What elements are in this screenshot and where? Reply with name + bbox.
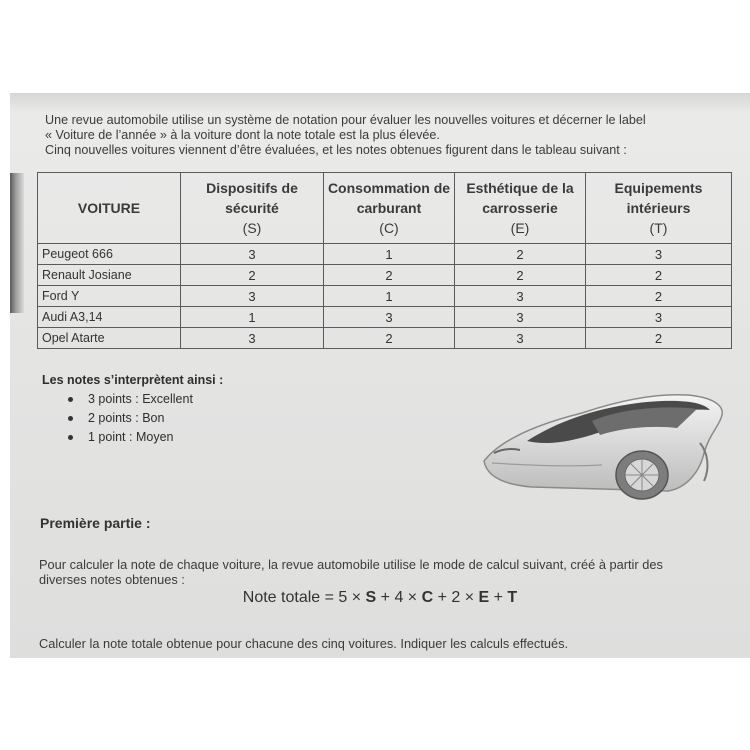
interpretation-list: [42, 390, 223, 447]
header-unit: (E): [510, 220, 530, 236]
list-item: 1 point : Moyen: [68, 428, 223, 447]
formula-s: S: [365, 589, 377, 606]
cell-t: 2: [586, 286, 732, 307]
table-row: [38, 286, 732, 307]
cell-car: Ford Y: [38, 286, 181, 307]
formula-plus-2: + 2 ×: [433, 589, 479, 606]
cell-car: Peugeot 666: [38, 244, 181, 265]
cell-e: 3: [455, 328, 586, 349]
interpretation-title: Les notes s’interprètent ainsi :: [42, 373, 224, 387]
header-consommation: [324, 173, 455, 244]
cell-e: 2: [455, 265, 586, 286]
cell-t: 3: [586, 244, 732, 265]
header-label: Dispositifs de sécurité: [206, 180, 298, 216]
cell-s: 2: [181, 265, 324, 286]
calc-line-2: diverses notes obtenues :: [39, 572, 185, 587]
table-row: [38, 328, 732, 349]
concept-car-drawing-icon: [472, 383, 732, 513]
list-item: 3 points : Excellent: [68, 390, 223, 409]
list-item: 2 points : Bon: [68, 409, 223, 428]
cell-c: 3: [324, 307, 455, 328]
formula-e: E: [478, 589, 490, 606]
formula-c: C: [421, 589, 434, 606]
cell-t: 2: [586, 328, 732, 349]
intro-line-3: Cinq nouvelles voitures viennent d’être évaluées, et les notes obtenues figurent dans le tableau suivant :: [45, 143, 627, 157]
formula-plus-1: + 4 ×: [376, 589, 422, 606]
cell-c: 2: [324, 265, 455, 286]
cell-c: 2: [324, 328, 455, 349]
header-label: VOITURE: [77, 200, 141, 216]
intro-line-2: « Voiture de l’année » à la voiture dont la note totale est la plus élevée.: [45, 128, 440, 142]
cell-t: 2: [586, 265, 732, 286]
header-unit: (C): [379, 220, 399, 236]
cell-s: 3: [181, 328, 324, 349]
part-one-title: Première partie :: [40, 515, 151, 531]
worksheet-page: [10, 93, 750, 658]
cell-e: 3: [455, 307, 586, 328]
header-voiture: [38, 173, 181, 244]
table-row: [38, 265, 732, 286]
cell-c: 1: [324, 286, 455, 307]
header-label: Consommation de carburant: [327, 180, 451, 216]
formula-prefix: Note totale = 5 ×: [242, 589, 366, 606]
cell-e: 2: [455, 244, 586, 265]
header-label: Esthétique de la carrosserie: [466, 180, 574, 216]
formula-t: T: [507, 589, 518, 606]
intro-line-1: Une revue automobile utilise un système de notation pour évaluer les nouvelles voitures et décerner le label: [45, 113, 646, 127]
cell-s: 3: [181, 286, 324, 307]
table-header-row: [38, 173, 732, 244]
cell-e: 3: [455, 286, 586, 307]
cell-car: Opel Atarte: [38, 328, 181, 349]
table-row: [38, 307, 732, 328]
cell-s: 1: [181, 307, 324, 328]
interpretation-block: [42, 373, 223, 447]
page-shadow: [10, 93, 750, 113]
page-edge-shadow: [10, 173, 24, 313]
cell-t: 3: [586, 307, 732, 328]
ratings-table: [37, 172, 732, 349]
header-unit: (T): [649, 220, 668, 236]
header-esthetique: [455, 173, 586, 244]
header-unit: (S): [242, 220, 262, 236]
intro-paragraph: [45, 113, 735, 158]
cell-c: 1: [324, 244, 455, 265]
task-instruction: Calculer la note totale obtenue pour chacune des cinq voitures. Indiquer les calculs effectués.: [39, 636, 569, 651]
header-label: Equipements intérieurs: [614, 180, 703, 216]
formula-plus-3: +: [489, 589, 508, 606]
cell-car: Audi A3,14: [38, 307, 181, 328]
table-row: [38, 244, 732, 265]
cell-s: 3: [181, 244, 324, 265]
cell-car: Renault Josiane: [38, 265, 181, 286]
calculation-paragraph: [39, 557, 739, 587]
total-score-formula: [10, 589, 750, 607]
header-securite: [181, 173, 324, 244]
calc-line-1: Pour calculer la note de chaque voiture, la revue automobile utilise le mode de calcul suivant, créé à partir des: [39, 557, 663, 572]
header-equipements: [586, 173, 732, 244]
